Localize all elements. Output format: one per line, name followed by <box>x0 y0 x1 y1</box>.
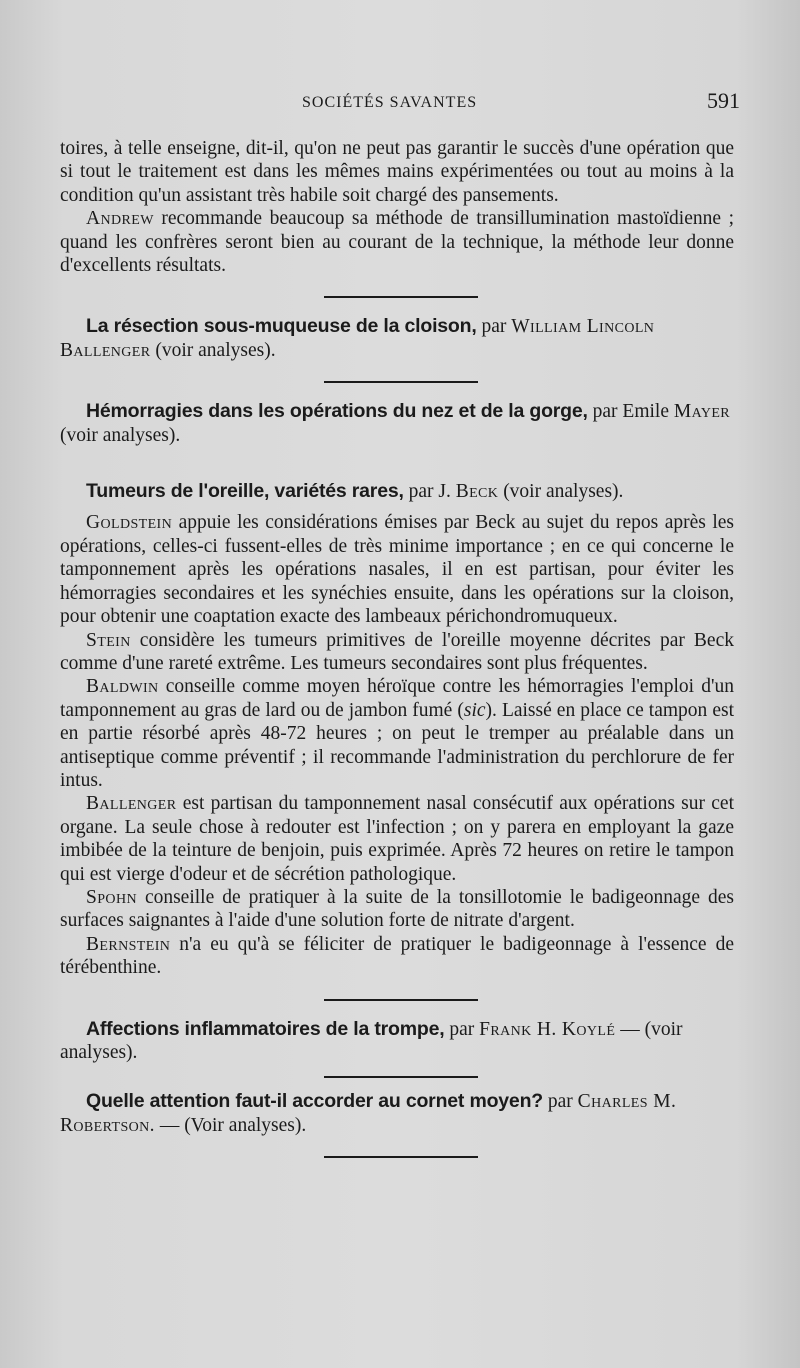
article-by: par <box>444 1018 480 1040</box>
article-by: par <box>476 316 512 338</box>
section-rule <box>324 1156 478 1158</box>
article-ref: (voir analyses). <box>150 339 276 361</box>
article-title: Tumeurs de l'oreille, variétés rares, <box>86 480 404 503</box>
article-author: Frank H. Koylé <box>479 1018 616 1040</box>
article-by: par <box>543 1091 578 1113</box>
article-entry <box>60 1018 734 1065</box>
article-author: Mayer <box>673 401 731 423</box>
article-title: La résection sous-muqueuse de la cloison, <box>86 315 477 338</box>
paragraph-text: n'a eu qu'à se féliciter de pratiquer le badigeonnage à l'essence de térébenthine. <box>60 933 734 979</box>
paragraph-text: ). Laissé en place ce tampon est en partie résorbé après 48-72 heures ; on peut le tremper au préalable dans un antiseptique comme préventif ; il recommande l'administration du perchlorure de fer intus. <box>60 699 734 791</box>
article-by: par Emile <box>587 401 674 423</box>
section-rule <box>324 999 478 1001</box>
article-ref: (voir analyses). <box>498 481 624 503</box>
sic-note: sic <box>463 699 486 721</box>
paragraph-goldstein <box>60 511 734 628</box>
page-body <box>60 137 734 1158</box>
paragraph-andrew <box>60 207 734 277</box>
article-entry <box>60 400 734 447</box>
article-author: Charles M. Robertson. <box>60 1091 677 1136</box>
speaker-name: Spohn <box>86 886 137 908</box>
page-header <box>60 88 740 122</box>
paragraph-text: considère les tumeurs primitives de l'oreille moyenne décrites par Beck comme d'une rareté extrême. Les tumeurs secondaires sont plus fréquentes. <box>60 629 734 674</box>
paragraph-ballenger <box>60 792 734 886</box>
article-author: William Lincoln Ballenger <box>60 316 655 361</box>
article-entry <box>60 480 734 503</box>
paragraph-text: conseille comme moyen héroïque contre les hémorragies l'emploi d'un tamponnement au gras de lard ou de jambon fumé ( <box>60 676 734 721</box>
speaker-name: Ballenger <box>86 793 177 815</box>
paragraph-text: recommande beaucoup sa méthode de transillumination mastoïdienne ; quand les confrères seront bien au courant de la technique, la méthode leur donne d'excellents résultats. <box>60 208 734 277</box>
section-rule <box>324 1076 478 1078</box>
paragraph-text: appuie les considérations émises par Beck au sujet du repos après les opérations, celles-ci fussent-elles de très minime importance ; en ce qui concerne le tamponnement après les opérations nasales, il en est partisan, pour éviter les hémorragies secondaires et les synéchies ensuite, dans les opérations sur la cloison, pour obtenir une coaptation exacte des lambeaux périchondromuqueux. <box>60 512 734 628</box>
section-rule <box>324 381 478 383</box>
section-rule <box>324 296 478 298</box>
article-entry <box>60 315 734 362</box>
running-title: SOCIÉTÉS SAVANTES <box>302 94 478 111</box>
paragraph-continuation: toires, à telle enseigne, dit-il, qu'on ne peut pas garantir le succès d'une opération que si tout le traitement est dans les mêmes mains expérimentées ou tout au moins à la condition qu'un assistant très habile soit chargé des pansements. <box>60 138 734 206</box>
article-ref: — (Voir analyses). <box>154 1114 307 1136</box>
paragraph-stein <box>60 629 734 676</box>
paragraph-text: conseille de pratiquer à la suite de la tonsillotomie le badigeonnage des surfaces saignantes à l'aide d'une solution forte de nitrate d'argent. <box>60 886 734 932</box>
article-entry <box>60 1090 734 1137</box>
paragraph-bernstein <box>60 933 734 980</box>
article-ref: (voir analyses). <box>60 424 181 446</box>
article-title: Hémorragies dans les opérations du nez et de la gorge, <box>86 400 588 423</box>
paragraph-spohn <box>60 886 734 933</box>
article-by: par J. <box>403 481 456 503</box>
speaker-name: Goldstein <box>86 512 173 534</box>
speaker-name: Baldwin <box>86 676 159 698</box>
article-title: Quelle attention faut-il accorder au cornet moyen? <box>86 1090 544 1113</box>
article-author: Beck <box>455 481 499 503</box>
speaker-name: Andrew <box>86 208 154 230</box>
speaker-name: Stein <box>86 629 131 651</box>
page-number: 591 <box>707 88 740 113</box>
paragraph-baldwin <box>60 675 734 792</box>
paragraph-text: est partisan du tamponnement nasal consécutif aux opérations sur cet organe. La seule chose à redouter est l'infection ; on y parera en employant la gaze imbibée de la teinture de benjoin, puis exprimée. Après 72 heures on retire le tampon qui est vierge d'odeur et de sécrétion pathologique. <box>60 793 734 885</box>
article-ref: — (voir analyses). <box>60 1018 683 1063</box>
article-title: Affections inflammatoires de la trompe, <box>86 1017 445 1040</box>
speaker-name: Bernstein <box>86 933 171 955</box>
